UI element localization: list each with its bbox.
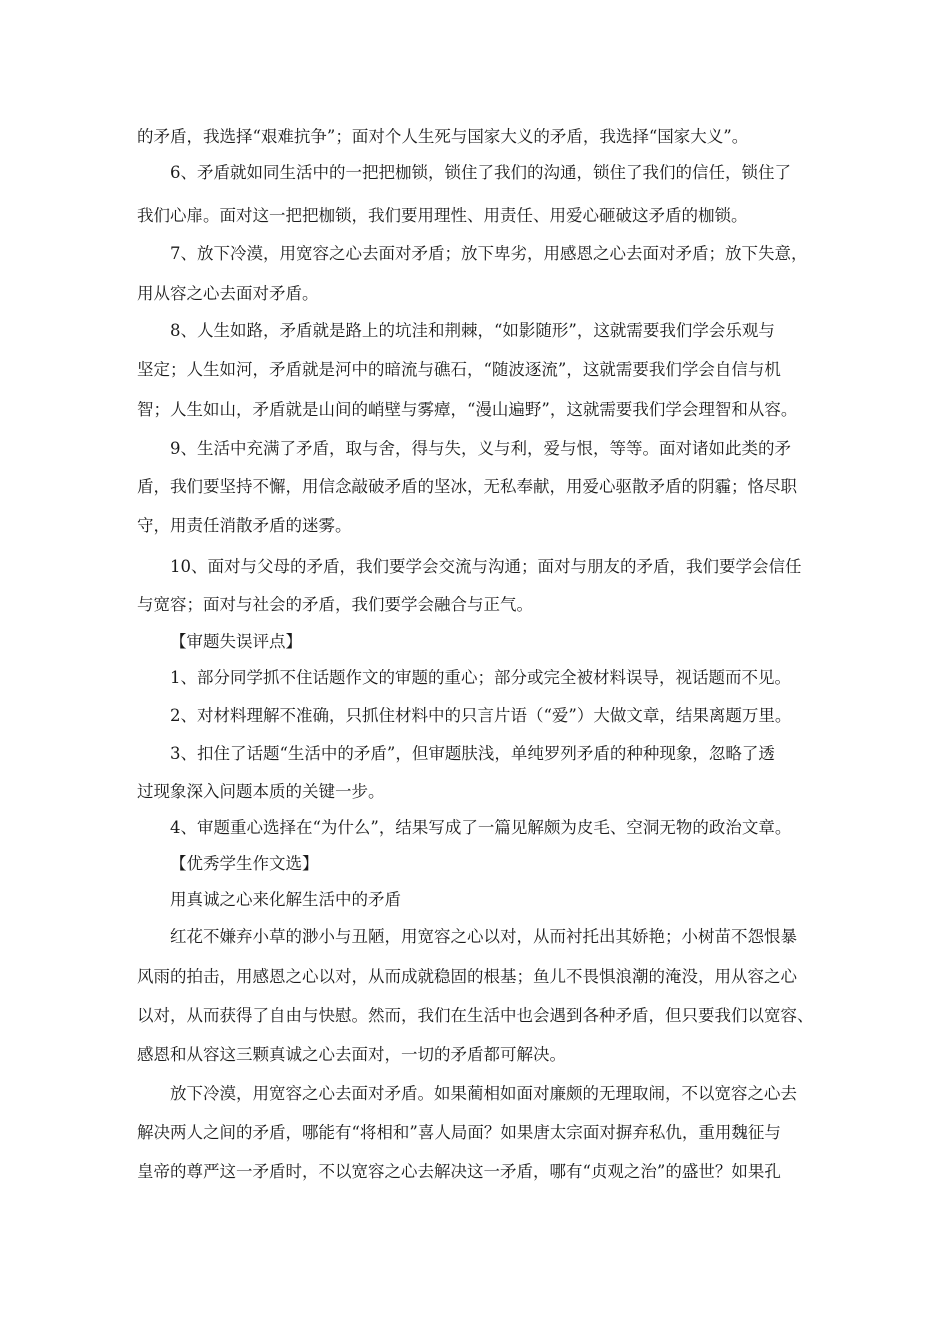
text-line: 6、矛盾就如同生活中的一把把枷锁，锁住了我们的沟通，锁住了我们的信任，锁住了 (170, 163, 791, 182)
text-line: 风雨的拍击，用感恩之心以对，从而成就稳固的根基；鱼儿不畏惧浪潮的淹没，用从容之心 (137, 967, 797, 986)
section-heading: 【优秀学生作文选】 (170, 854, 319, 873)
text-line: 皇帝的尊严这一矛盾时，不以宽容之心去解决这一矛盾，哪有“贞观之治”的盛世？如果孔 (137, 1162, 781, 1181)
text-line: 7、放下冷漠，用宽容之心去面对矛盾；放下卑劣，用感恩之心去面对矛盾；放下失意， (170, 244, 808, 263)
text-line: 的矛盾，我选择“艰难抗争”；面对个人生死与国家大义的矛盾，我选择“国家大义”。 (137, 127, 749, 146)
essay-title: 用真诚之心来化解生活中的矛盾 (170, 890, 401, 909)
text-line: 我们心扉。面对这一把把枷锁，我们要用理性、用责任、用爱心砸破这矛盾的枷锁。 (137, 206, 748, 225)
text-line: 10、面对与父母的矛盾，我们要学会交流与沟通；面对与朋友的矛盾，我们要学会信任 (170, 557, 802, 576)
text-line: 智；人生如山，矛盾就是山间的峭壁与雾瘴，“漫山遍野”，这就需要我们学会理智和从容。 (137, 400, 798, 419)
text-line: 与宽容；面对与社会的矛盾，我们要学会融合与正气。 (137, 595, 533, 614)
text-line: 放下冷漠，用宽容之心去面对矛盾。如果蔺相如面对廉颇的无理取闹，不以宽容之心去 (170, 1084, 797, 1103)
text-line: 1、部分同学抓不住话题作文的审题的重心；部分或完全被材料误导，视话题而不见。 (170, 668, 791, 687)
text-line: 4、审题重心选择在“为什么”，结果写成了一篇见解颇为皮毛、空洞无物的政治文章。 (170, 818, 792, 837)
text-line: 9、生活中充满了矛盾，取与舍，得与失，义与利，爱与恨，等等。面对诸如此类的矛 (170, 439, 791, 458)
text-line: 感恩和从容这三颗真诚之心去面对，一切的矛盾都可解决。 (137, 1045, 566, 1064)
text-line: 红花不嫌弃小草的渺小与丑陋，用宽容之心以对，从而衬托出其娇艳；小树苗不怨恨暴 (170, 927, 797, 946)
text-line: 盾，我们要坚持不懈，用信念敲破矛盾的坚冰，无私奉献，用爱心驱散矛盾的阴霾；恪尽职 (137, 477, 797, 496)
text-line: 解决两人之间的矛盾，哪能有“将相和”喜人局面？如果唐太宗面对摒弃私仇，重用魏征与 (137, 1123, 781, 1142)
text-line: 用从容之心去面对矛盾。 (137, 284, 319, 303)
text-line: 守，用责任消散矛盾的迷雾。 (137, 516, 352, 535)
text-line: 过现象深入问题本质的关键一步。 (137, 782, 385, 801)
text-line: 3、扣住了话题“生活中的矛盾”，但审题肤浅，单纯罗列矛盾的种种现象，忽略了透 (170, 744, 775, 763)
text-line: 2、对材料理解不准确，只抓住材料中的只言片语（“爱”）大做文章，结果离题万里。 (170, 706, 792, 725)
text-line: 坚定；人生如河，矛盾就是河中的暗流与礁石，“随波逐流”，这就需要我们学会自信与机 (137, 360, 781, 379)
text-line: 8、人生如路，矛盾就是路上的坑洼和荆棘，“如影随形”，这就需要我们学会乐观与 (170, 321, 775, 340)
text-line: 以对，从而获得了自由与快慰。然而，我们在生活中也会遇到各种矛盾，但只要我们以宽容、 (137, 1006, 814, 1025)
section-heading: 【审题失误评点】 (170, 632, 302, 651)
